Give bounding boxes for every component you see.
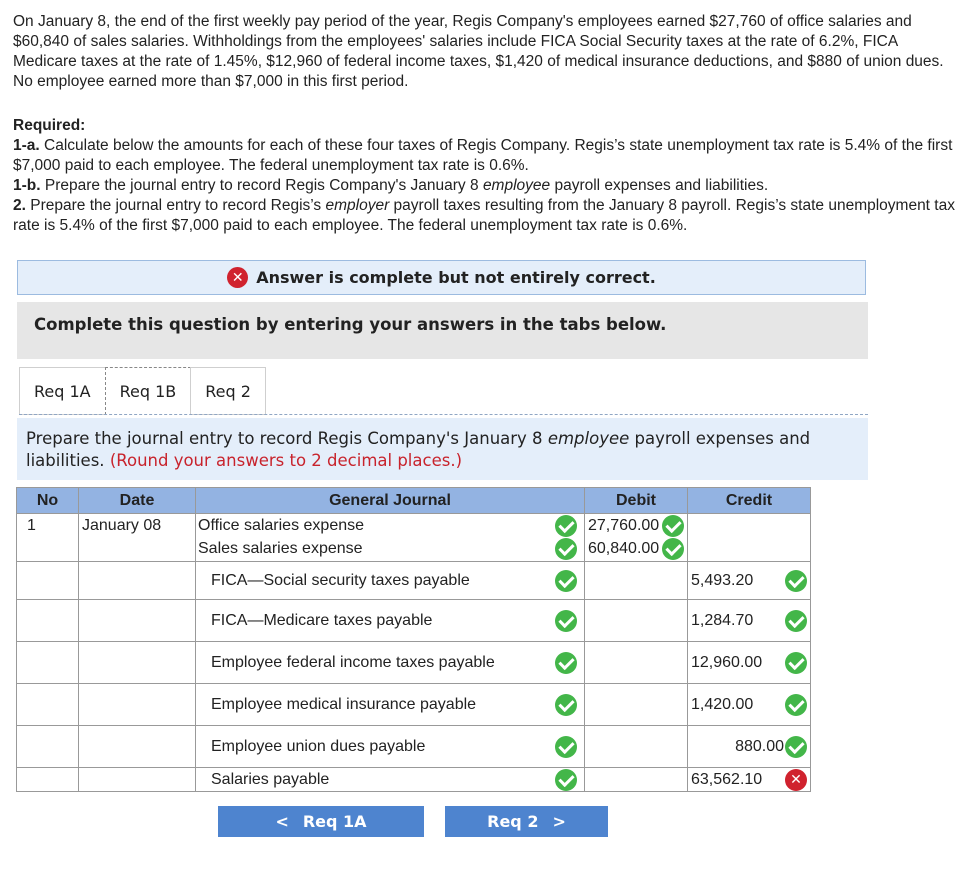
check-icon	[785, 570, 807, 592]
credit-field-text: 880.00	[735, 737, 784, 755]
row-date	[79, 514, 196, 538]
check-icon	[555, 610, 577, 632]
credit-field[interactable]	[688, 538, 811, 562]
chevron-right-icon: >	[552, 812, 566, 831]
row-date	[79, 538, 196, 562]
row-number	[17, 684, 79, 726]
table-row	[17, 600, 811, 642]
row-date	[79, 642, 196, 684]
instruction-text: Prepare the journal entry to record Regis Company's January 8	[26, 429, 543, 448]
table-row	[17, 768, 811, 792]
req-1b-text: Prepare the journal entry to record Regis Company's January 8	[44, 177, 479, 194]
row-date	[79, 726, 196, 768]
header-credit: Credit	[688, 488, 811, 514]
req-2-label: 2.	[13, 197, 26, 214]
check-icon	[555, 652, 577, 674]
req-1b-italic: employee	[482, 177, 551, 194]
prev-button-label: Req 1A	[302, 812, 367, 831]
debit-field[interactable]	[585, 538, 688, 562]
row-number	[17, 514, 79, 538]
header-date: Date	[79, 488, 196, 514]
complete-instruction: Complete this question by entering your answers in the tabs below.	[17, 302, 868, 359]
account-field[interactable]	[196, 642, 585, 684]
check-icon	[555, 570, 577, 592]
debit-field[interactable]	[585, 514, 688, 538]
check-icon	[785, 736, 807, 758]
table-row	[17, 514, 811, 538]
req-2-text: Prepare the journal entry to record Regis’s	[30, 197, 322, 214]
req-1a-label: 1-a.	[13, 137, 40, 154]
debit-field[interactable]	[585, 642, 688, 684]
credit-field[interactable]	[688, 600, 811, 642]
account-field[interactable]	[196, 562, 585, 600]
credit-field-text: 63,562.10	[691, 770, 763, 788]
row-date	[79, 562, 196, 600]
intro-text: On January 8, the end of the first weekly pay period of the year, Regis Company's employees earned $27,760 of office salaries and $60,840 of sales salaries. Withholdings from the employees' salaries include FICA Social Security taxes at the rate of 6.2%, FICA Medicare taxes at the rate of 1.45%, $12,960 of federal income taxes, $1,420 of medical insurance deductions, and $880 of union dues. No employee earned more than $7,000 in this first period.	[13, 13, 944, 90]
check-icon	[555, 736, 577, 758]
next-req-button[interactable]	[445, 806, 608, 837]
account-field[interactable]	[196, 726, 585, 768]
req-1b-label: 1-b.	[13, 177, 41, 194]
table-row	[17, 684, 811, 726]
row-date	[79, 600, 196, 642]
req-2-text-end: payroll taxes resulting from the January 8 payroll. Regis’s state unemployment tax rate is 5.4% of the first $7,000 paid to each employee. The federal unemployment tax rate is 0.6%.	[13, 197, 955, 234]
row-number	[17, 538, 79, 562]
credit-field[interactable]	[688, 562, 811, 600]
header-no: No	[17, 488, 79, 514]
next-button-label: Req 2	[487, 812, 539, 831]
account-field[interactable]	[196, 600, 585, 642]
problem-intro	[13, 12, 958, 92]
check-icon	[555, 769, 577, 791]
debit-field[interactable]	[585, 600, 688, 642]
row-date	[79, 684, 196, 726]
credit-field[interactable]	[688, 768, 811, 792]
account-field-text: Employee medical insurance payable	[211, 695, 477, 713]
x-circle-icon: ✕	[227, 267, 248, 288]
credit-field-text: 12,960.00	[691, 653, 763, 671]
account-field-text: FICA—Social security taxes payable	[211, 571, 470, 589]
table-row	[17, 726, 811, 768]
account-field[interactable]	[196, 684, 585, 726]
table-row	[17, 538, 811, 562]
account-field-text: Sales salaries expense	[198, 540, 363, 558]
table-row	[17, 642, 811, 684]
header-debit: Debit	[585, 488, 688, 514]
req-1b-text-end: payroll expenses and liabilities.	[554, 177, 769, 194]
tab-req-1a[interactable]: Req 1A	[19, 367, 106, 415]
debit-field[interactable]	[585, 562, 688, 600]
row-date-text: January 08	[82, 516, 162, 534]
row-number	[17, 600, 79, 642]
debit-field[interactable]	[585, 726, 688, 768]
row-number	[17, 642, 79, 684]
check-icon	[555, 515, 577, 537]
credit-field[interactable]	[688, 642, 811, 684]
credit-field-text: 1,284.70	[691, 611, 754, 629]
debit-field-text: 27,760.00	[588, 516, 660, 534]
debit-field[interactable]	[585, 684, 688, 726]
check-icon	[785, 694, 807, 716]
row-number	[17, 768, 79, 792]
req-1a-text: Calculate below the amounts for each of these four taxes of Regis Company. Regis’s state unemployment tax rate is 5.4% of the first $7,000 paid to each employee. The federal unemployment tax rate is 0.6%.	[13, 137, 953, 174]
instruction-text-end: payroll expenses and liabilities.	[26, 429, 811, 470]
credit-field[interactable]	[688, 684, 811, 726]
required-label: Required:	[13, 117, 86, 134]
check-icon	[662, 538, 684, 560]
instruction-italic: employee	[547, 429, 630, 448]
row-date	[79, 768, 196, 792]
row-number	[17, 562, 79, 600]
debit-field[interactable]	[585, 768, 688, 792]
req-2-italic: employer	[325, 197, 390, 214]
requirements	[13, 116, 958, 236]
banner-text: Answer is complete but not entirely correct.	[256, 268, 656, 287]
account-field-text: Employee federal income taxes payable	[211, 653, 495, 671]
x-icon: ✕	[785, 769, 807, 791]
account-field-text: Employee union dues payable	[211, 737, 426, 755]
tab-req-1b[interactable]: Req 1B	[105, 367, 192, 415]
tab-divider	[19, 414, 868, 415]
check-icon	[785, 610, 807, 632]
chevron-left-icon: <	[275, 812, 289, 831]
account-field-text: Salaries payable	[211, 770, 330, 788]
check-icon	[785, 652, 807, 674]
tab-req-2[interactable]: Req 2	[190, 367, 266, 415]
credit-field-text: 1,420.00	[691, 695, 754, 713]
tab-instruction	[17, 418, 868, 480]
account-field[interactable]	[196, 538, 585, 562]
row-number	[17, 726, 79, 768]
account-field-text: FICA—Medicare taxes payable	[211, 611, 433, 629]
check-icon	[555, 538, 577, 560]
header-general-journal: General Journal	[196, 488, 585, 514]
credit-field[interactable]	[688, 726, 811, 768]
result-banner	[17, 260, 866, 295]
debit-field-text: 60,840.00	[588, 540, 660, 558]
row-number-text: 1	[27, 516, 36, 534]
table-row	[17, 562, 811, 600]
account-field-text: Office salaries expense	[198, 516, 365, 534]
check-icon	[662, 515, 684, 537]
journal-table	[16, 487, 811, 792]
credit-field[interactable]	[688, 514, 811, 538]
account-field[interactable]	[196, 514, 585, 538]
check-icon	[555, 694, 577, 716]
rounding-note: (Round your answers to 2 decimal places.)	[109, 451, 463, 470]
credit-field-text: 5,493.20	[691, 571, 754, 589]
prev-req-button[interactable]	[218, 806, 424, 837]
tab-bar	[19, 367, 265, 415]
account-field[interactable]	[196, 768, 585, 792]
